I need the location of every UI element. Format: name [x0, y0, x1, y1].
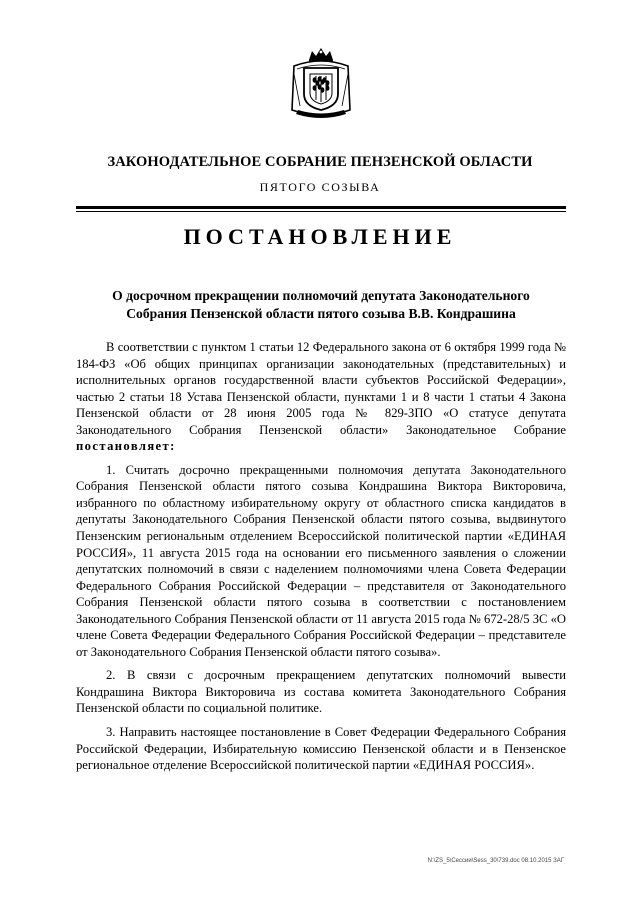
header-rule-thick: [76, 206, 566, 209]
preamble-paragraph: [76, 339, 566, 455]
subject-line-2: Собрания Пензенской области пятого созыва В.В. Кондрашина: [126, 305, 516, 321]
file-reference-footer: N:\ZS_5\Сессии\Sess_30\739.doc 08.10.2015 ЗАГ: [427, 858, 564, 864]
resolution-item-1: 1. Считать досрочно прекращенными полномочия депутата Законодательного Собрания Пензенской области пятого созыва Кондрашина Виктора Викторовича, избранного по областному избирательному округу от областного списка кандидатов в депутаты Законодательного Собрания Пензенской области пятого созыва, выдвинутого Пензенским региональным отделением Всероссийской политической партии «ЕДИНАЯ РОССИЯ», 11 августа 2015 года на основании его письменного заявления о сложении депутатских полномочий в связи с наделением полномочиями члена Совета Федерации Федерального Собрания Российской Федерации – представителя от Законодательного Собрания Пензенской области пятого созыва в соответствии с постановлением Законодательного Собрания Пензенской области от 11 августа 2015 года № 672-28/5 ЗС «О члене Совета Федерации Федерального Собрания Российской Федерации – представителе от Законодательного Собрания Пензенской области пятого созыва».: [76, 462, 566, 659]
document-body: [76, 339, 566, 781]
document-subject: [76, 287, 566, 322]
preamble-text: В соответствии с пунктом 1 статьи 12 Федерального закона от 6 октября 1999 года № 184-ФЗ «Об общих принципах организации законодательных (представительных) и исполнительных органов государственной власти субъектов Российской Федерации», частью 2 статьи 18 Устава Пензенской области, пунктами 1 и 8 части 1 статьи 4 Закона Пензенской области от 28 июня 2005 года № 829-ЗПО «О статусе депутата Законодательного Собрания Пензенской области» Законодательное Собрание: [76, 340, 566, 437]
decree-word: постановляет:: [76, 439, 176, 454]
document-type-title: ПОСТАНОВЛЕНИЕ: [183, 224, 457, 249]
subject-line-1: О досрочном прекращении полномочий депутата Законодательного: [112, 288, 530, 303]
resolution-item-2: 2. В связи с досрочным прекращением депутатских полномочий вывести Кондрашина Виктора Викторовича из состава комитета Законодательного Собрания Пензенской области по социальной политике.: [76, 668, 566, 716]
organization-title: ЗАКОНОДАТЕЛЬНОЕ СОБРАНИЕ ПЕНЗЕНСКОЙ ОБЛАСТИ: [107, 154, 533, 170]
convocation-label: ПЯТОГО СОЗЫВА: [259, 180, 381, 194]
coat-of-arms-icon: [288, 46, 354, 120]
header-rule-thin: [76, 211, 566, 212]
resolution-item-3: 3. Направить настоящее постановление в Совет Федерации Федерального Собрания Российской Федерации, Избирательную комиссию Пензенской области и в Пензенское региональное отделение Всероссийской политической партии «ЕДИНАЯ РОССИЯ».: [76, 725, 566, 773]
